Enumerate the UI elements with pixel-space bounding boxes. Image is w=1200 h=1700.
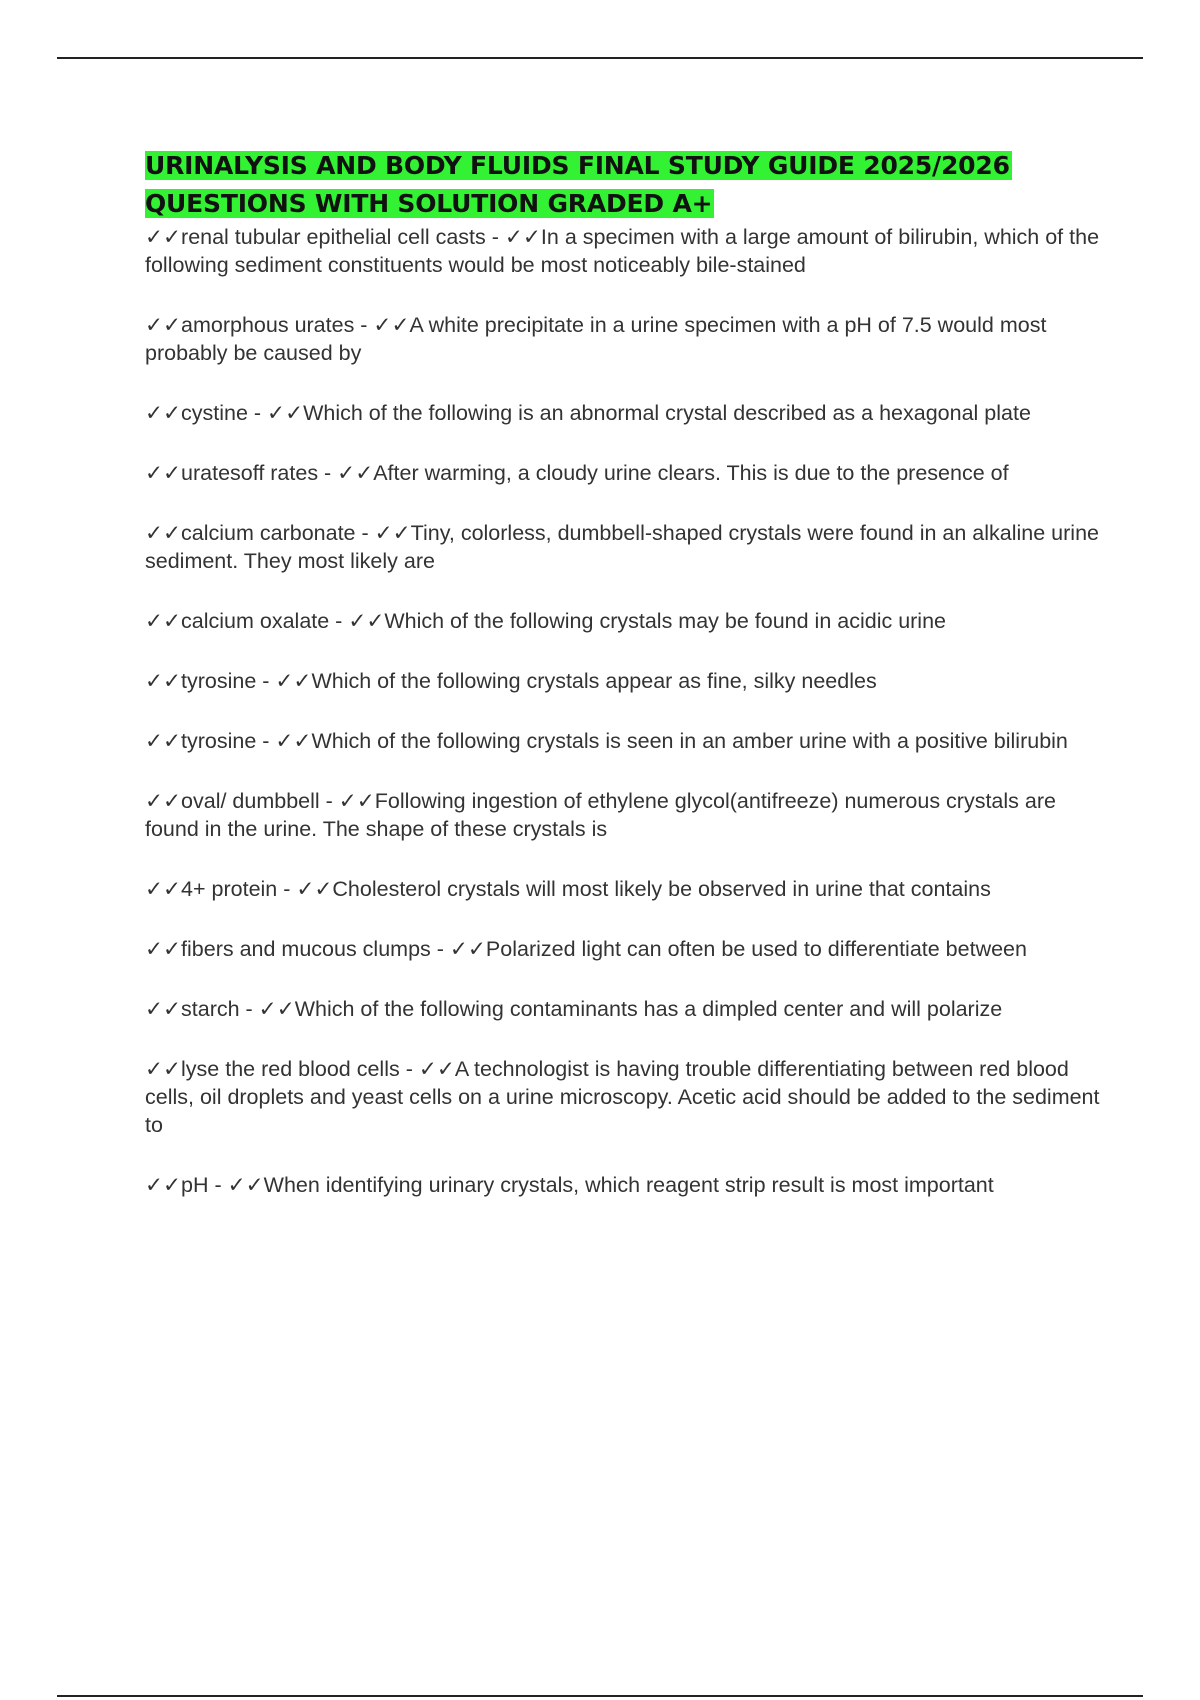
qa-item: ✓✓renal tubular epithelial cell casts - ✓✓In a specimen with a large amount of bilirubin, which of the following sediment constituents would be most noticeably bile-stained [145,225,1100,277]
qa-item: ✓✓oval/ dumbbell - ✓✓Following ingestion of ethylene glycol(antifreeze) numerous crystals are found in the urine. The shape of these crystals is [145,789,1056,841]
document-title [145,147,1100,223]
qa-item: ✓✓calcium carbonate - ✓✓Tiny, colorless, dumbbell-shaped crystals were found in an alkaline urine sediment. They most likely are [145,521,1099,573]
qa-list [145,223,1100,1199]
qa-item: ✓✓pH - ✓✓When identifying urinary crystals, which reagent strip result is most important [145,1173,994,1197]
document-body [145,147,1100,1231]
bottom-rule [57,1695,1143,1697]
qa-item: ✓✓starch - ✓✓Which of the following contaminants has a dimpled center and will polarize [145,997,1003,1021]
qa-item: ✓✓tyrosine - ✓✓Which of the following crystals is seen in an amber urine with a positive bilirubin [145,729,1068,753]
top-rule [57,57,1143,59]
qa-item: ✓✓cystine - ✓✓Which of the following is an abnormal crystal described as a hexagonal plate [145,401,1031,425]
qa-item: ✓✓lyse the red blood cells - ✓✓A technologist is having trouble differentiating between red blood cells, oil droplets and yeast cells on a urine microscopy. Acetic acid should be added to the sediment to [145,1057,1100,1137]
qa-item: ✓✓fibers and mucous clumps - ✓✓Polarized light can often be used to differentiate between [145,937,1027,961]
title-highlight: URINALYSIS AND BODY FLUIDS FINAL STUDY GUIDE 2025/2026 QUESTIONS WITH SOLUTION GRADED A+ [145,151,1010,218]
qa-item: ✓✓calcium oxalate - ✓✓Which of the following crystals may be found in acidic urine [145,609,947,633]
qa-item: ✓✓4+ protein - ✓✓Cholesterol crystals will most likely be observed in urine that contains [145,877,991,901]
qa-item: ✓✓uratesoff rates - ✓✓After warming, a cloudy urine clears. This is due to the presence of [145,461,1009,485]
qa-item: ✓✓tyrosine - ✓✓Which of the following crystals appear as fine, silky needles [145,669,877,693]
qa-item: ✓✓amorphous urates - ✓✓A white precipitate in a urine specimen with a pH of 7.5 would most probably be caused by [145,313,1047,365]
